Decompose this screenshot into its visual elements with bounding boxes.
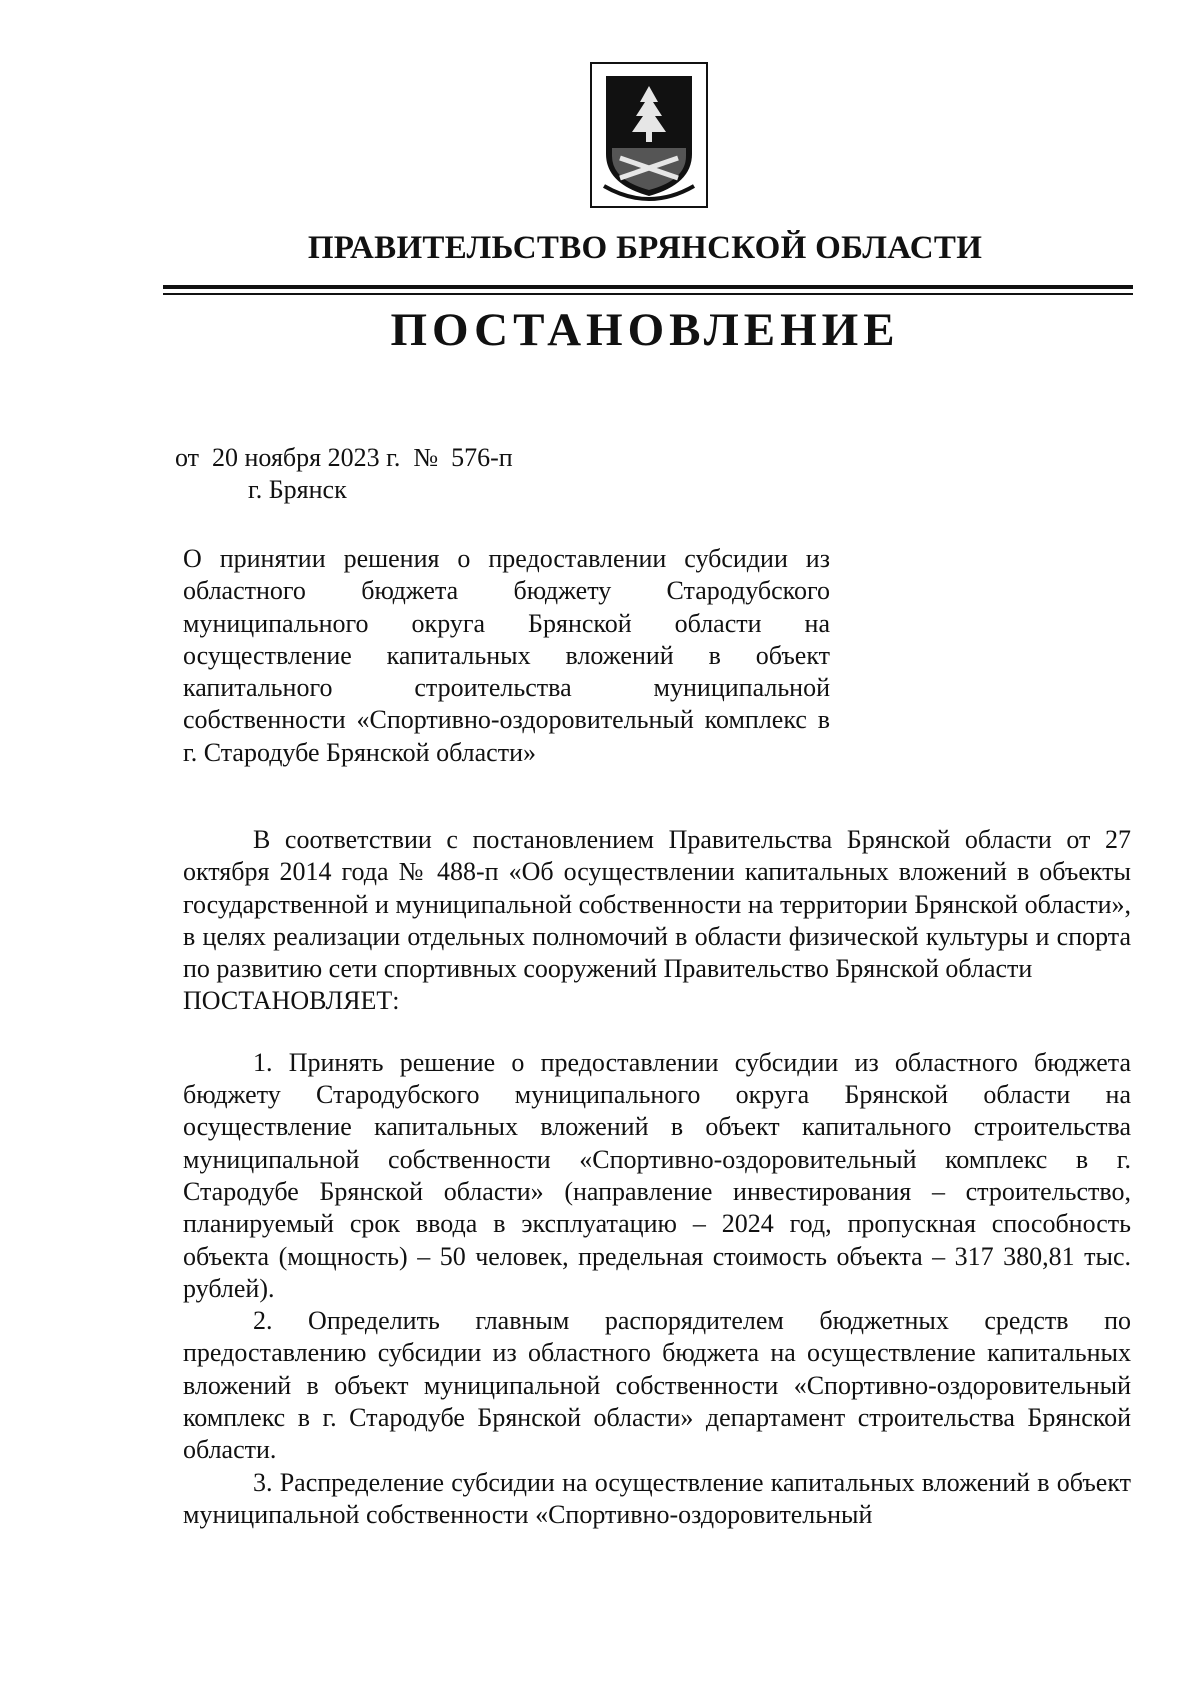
date-number-line: от 20 ноября 2023 г. № 576-п (175, 443, 513, 472)
organization-title: ПРАВИТЕЛЬСТВО БРЯНСКОЙ ОБЛАСТИ (307, 230, 983, 266)
header-divider-thin (163, 293, 1133, 295)
paragraph-spacer (183, 1018, 1131, 1047)
document-subject: О принятии решения о предоставлении субсидии из областного бюджета бюджету Стародубского муниципального округа Брянской области на осуществление капитальных вложений в объект капитального строительства муниципальной собственности «Спортивно-оздоровительный комплекс в г. Стародубе Брянской области» (183, 544, 830, 767)
document-body (183, 824, 1131, 1531)
list-item: 3. Распределение субсидии на осуществление капитальных вложений в объект муниципальной собственности «Спортивно-оздоровительный (183, 1467, 1131, 1529)
city-line: г. Брянск (248, 475, 347, 504)
preamble-paragraph: В соответствии с постановлением Правительства Брянской области от 27 октября 2014 года № 488-п «Об осуществлении капитальных вложений в объекты государственной и муниципальной собственности на территории Брянской области», в целях реализации отдельных полномочий в области физической культуры и спорта по развитию сети спортивных сооружений Правительство Брянской области (183, 825, 1131, 984)
header-divider-thick (163, 285, 1133, 289)
list-item: 1. Принять решение о предоставлении субсидии из областного бюджета бюджету Стародубского муниципального округа Брянской области на осуществление капитальных вложений в объект капитального строительства муниципальной собственности «Спортивно-оздоровительный комплекс в г. Стародубе Брянской области» (направление инвестирования – строительство, планируемый срок ввода в эксплуатацию – 2024 год, пропускная способность объекта (мощность) – 50 человек, предельная стоимость объекта – 317 380,81 тыс. рублей). (183, 1047, 1131, 1303)
document-type-title: ПОСТАНОВЛЕНИЕ (390, 304, 900, 356)
list-item: 2. Определить главным распорядителем бюджетных средств по предоставлению субсидии из областного бюджета на осуществление капитальных вложений в объект муниципальной собственности «Спортивно-оздоровительный комплекс в г. Стародубе Брянской области» департамент строительства Брянской области. (183, 1306, 1131, 1465)
coat-of-arms-icon (590, 62, 708, 208)
decree-word: ПОСТАНОВЛЯЕТ: (183, 986, 400, 1016)
